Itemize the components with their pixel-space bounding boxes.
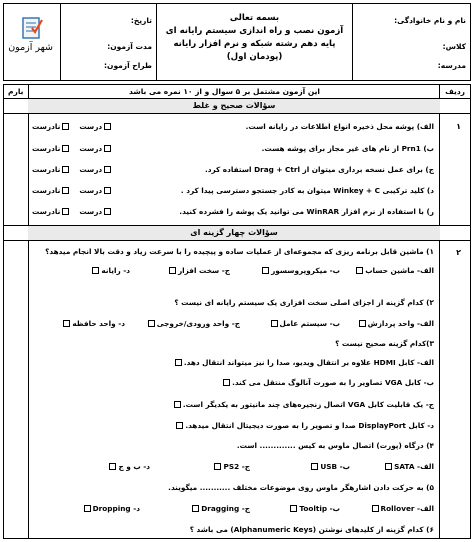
false-checkbox[interactable] bbox=[62, 166, 69, 173]
title-line-2: پایه دهم رشته شبکه و نرم افزار رایانه bbox=[173, 39, 336, 49]
q1-option-b[interactable]: ب- میکروپروسسور bbox=[260, 266, 340, 275]
true-label: درست bbox=[79, 186, 103, 195]
question-number-1: ۱ bbox=[456, 122, 461, 131]
bismillah: بسمه تعالی bbox=[229, 13, 280, 23]
true-false-title: سؤالات صحیح و غلط bbox=[28, 99, 440, 113]
true-checkbox[interactable] bbox=[104, 145, 111, 152]
checkbox[interactable] bbox=[192, 505, 199, 512]
score-column-header: بارم bbox=[8, 87, 24, 96]
true-false-choices bbox=[32, 207, 113, 216]
q4-option-a[interactable]: الف- SATA bbox=[383, 462, 434, 471]
q4-option-d[interactable]: د- ب و ج bbox=[107, 462, 150, 471]
q4-option-c[interactable]: ج- PS2 bbox=[212, 462, 250, 471]
false-label: نادرست bbox=[32, 186, 61, 195]
true-checkbox[interactable] bbox=[104, 187, 111, 194]
checkbox[interactable] bbox=[311, 463, 318, 470]
q1-option-d[interactable]: د- رایانه bbox=[90, 266, 130, 275]
true-false-choices bbox=[32, 165, 113, 174]
q3-option-a[interactable]: الف- کابل HDMI علاوه بر انتقال ویدیو، صدا را نیز میتواند انتقال دهد. bbox=[173, 358, 434, 367]
q1-option-a[interactable]: الف- ماشین حساب bbox=[354, 266, 434, 275]
student-info bbox=[352, 4, 470, 80]
designer-label: طراح آزمون: bbox=[104, 61, 152, 70]
q2-option-a[interactable]: الف- واحد پردازش bbox=[357, 319, 434, 328]
title-line-1: آزمون نصب و راه اندازی سیستم رایانه ای bbox=[165, 26, 344, 36]
exam-table bbox=[3, 84, 471, 539]
mc-question-4: ۴) درگاه (پورت) اتصال ماوس به کیس ............. است. bbox=[236, 441, 434, 450]
q5-option-a[interactable]: الف- Rollover bbox=[370, 504, 434, 513]
true-label: درست bbox=[79, 144, 103, 153]
checkbox[interactable] bbox=[372, 505, 379, 512]
duration-label: مدت آزمون: bbox=[107, 42, 152, 51]
q4-option-b[interactable]: ب- USB bbox=[309, 462, 350, 471]
title-line-3: (پودمان اول) bbox=[226, 52, 283, 62]
checkbox[interactable] bbox=[385, 463, 392, 470]
checkbox[interactable] bbox=[174, 401, 181, 408]
true-label: درست bbox=[79, 122, 103, 131]
checkbox[interactable] bbox=[92, 267, 99, 274]
true-false-item: ب) Prn1 از نام های غیر مجاز برای پوشه هست. bbox=[261, 144, 434, 153]
checkbox[interactable] bbox=[176, 422, 183, 429]
true-checkbox[interactable] bbox=[104, 123, 111, 130]
exam-title-block bbox=[156, 4, 352, 80]
exam-subtitle: این آزمون مشتمل بر ۵ سوال و از ۱۰ نمره می باشد bbox=[129, 87, 320, 96]
mc-question-1: ۱) ماشین قابل برنامه ریزی که مجموعه‌ای از عملیات ساده و پیچیده را با سرعت زیاد و دقت بالا انجام میدهد؟ bbox=[45, 247, 434, 256]
q2-option-d[interactable]: د- واحد حافظه bbox=[61, 319, 125, 328]
checkbox[interactable] bbox=[169, 267, 176, 274]
q3-option-b[interactable]: ب- کابل VGA تصاویر را به صورت آنالوگ منتقل می کند. bbox=[221, 378, 434, 387]
q1-option-c[interactable]: ج- سخت افزار bbox=[167, 266, 230, 275]
checkbox[interactable] bbox=[356, 267, 363, 274]
true-false-choices bbox=[32, 122, 113, 131]
row-column-header: ردیف bbox=[445, 87, 465, 96]
exam-info bbox=[60, 4, 156, 80]
q5-option-d[interactable]: د- Dropping bbox=[82, 504, 140, 513]
true-label: درست bbox=[79, 165, 103, 174]
false-checkbox[interactable] bbox=[62, 187, 69, 194]
name-label: نام و نام خانوادگی: bbox=[394, 16, 466, 25]
true-false-choices bbox=[32, 186, 113, 195]
logo-text: شهر آزمون bbox=[8, 42, 53, 53]
checkbox[interactable] bbox=[214, 463, 221, 470]
exam-header bbox=[3, 3, 471, 81]
mc-question-6: ۶) کدام گزینه از کلیدهای نوشتن (Alphanumeric Keys) می باشد ؟ bbox=[189, 525, 434, 534]
false-label: نادرست bbox=[32, 165, 61, 174]
true-false-item: الف) پوشه محل ذخیره انواع اطلاعات در رایانه است. bbox=[245, 122, 434, 131]
shahr-azmoon-logo bbox=[8, 14, 53, 68]
date-label: تاریخ: bbox=[130, 16, 152, 25]
checkbox[interactable] bbox=[109, 463, 116, 470]
q5-option-b[interactable]: ب- Tooltip bbox=[288, 504, 340, 513]
true-false-choices bbox=[32, 144, 113, 153]
multiple-choice-title: سؤالات چهار گزینه ای bbox=[28, 226, 440, 240]
checkbox[interactable] bbox=[63, 320, 70, 327]
true-false-item: ر) با استفاده از نرم افزار WinRAR می توانید یک پوشه را فشرده کنید. bbox=[179, 207, 434, 216]
true-false-item: ج) برای عمل نسخه برداری میتوان از Drag + Ctrl استفاده کرد. bbox=[204, 165, 434, 174]
school-label: مدرسه: bbox=[437, 61, 466, 70]
mc-question-2: ۲) کدام گزینه از اجزای اصلی سخت افزاری یک سیستم رایانه ای نیست ؟ bbox=[174, 298, 434, 307]
false-label: نادرست bbox=[32, 144, 61, 153]
checkbox[interactable] bbox=[271, 320, 278, 327]
q3-option-c[interactable]: ج- یک قابلیت کابل VGA اتصال زنجیره‌های چند مانیتور به یکدیگر است. bbox=[172, 400, 434, 409]
mc-question-3: ۳)کدام گزینه صحیح نیست ؟ bbox=[335, 339, 434, 348]
checkbox[interactable] bbox=[148, 320, 155, 327]
class-label: کلاس: bbox=[442, 42, 466, 51]
false-checkbox[interactable] bbox=[62, 123, 69, 130]
checklist-icon bbox=[20, 14, 44, 40]
q2-option-c[interactable]: ج- واحد ورودی/خروجی bbox=[146, 319, 240, 328]
q2-option-b[interactable]: ب- سیستم عامل bbox=[269, 319, 340, 328]
question-number-2: ۲ bbox=[456, 248, 461, 257]
true-checkbox[interactable] bbox=[104, 208, 111, 215]
checkbox[interactable] bbox=[223, 379, 230, 386]
false-checkbox[interactable] bbox=[62, 145, 69, 152]
false-label: نادرست bbox=[32, 122, 61, 131]
checkbox[interactable] bbox=[290, 505, 297, 512]
false-checkbox[interactable] bbox=[62, 208, 69, 215]
logo-area bbox=[4, 4, 60, 80]
mc-question-5: ۵) به حرکت دادن اشارهگر ماوس روی موضوعات مختلف ........... میگویند. bbox=[168, 483, 434, 492]
false-label: نادرست bbox=[32, 207, 61, 216]
checkbox[interactable] bbox=[84, 505, 91, 512]
true-checkbox[interactable] bbox=[104, 166, 111, 173]
true-false-item: د) کلید ترکیبی Winkey + C میتوان به کادر جستجو دسترسی پیدا کرد . bbox=[180, 186, 434, 195]
q5-option-c[interactable]: ج- Dragging bbox=[190, 504, 250, 513]
checkbox[interactable] bbox=[262, 267, 269, 274]
q3-option-d[interactable]: د- کابل DisplayPort صدا و تصویر را به صورت دیجیتال انتقال میدهد. bbox=[174, 421, 434, 430]
true-label: درست bbox=[79, 207, 103, 216]
checkbox[interactable] bbox=[359, 320, 366, 327]
checkbox[interactable] bbox=[175, 359, 182, 366]
